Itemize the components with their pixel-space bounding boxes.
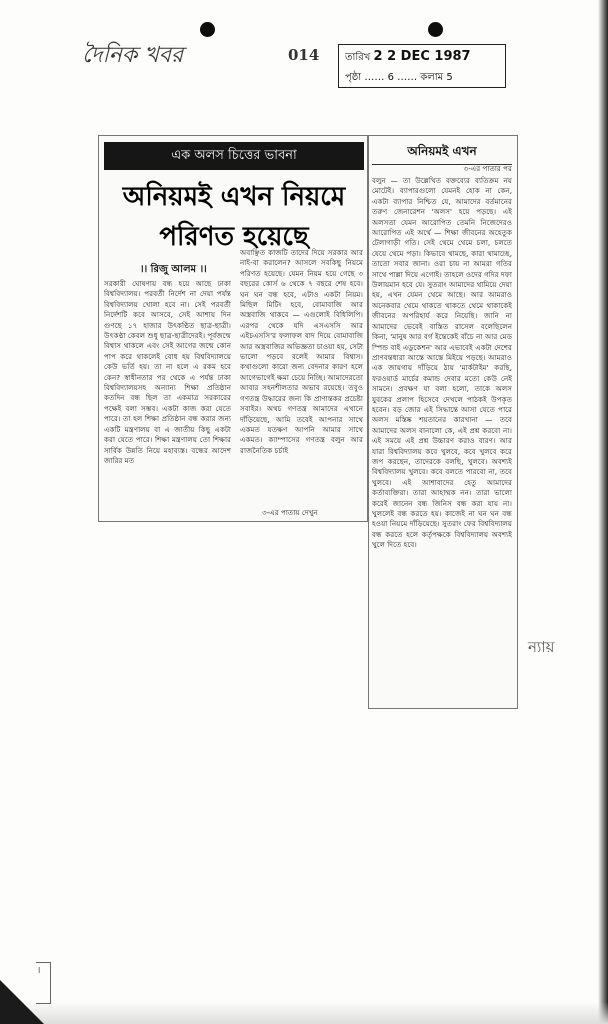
- stamp-date: 2 2 DEC 1987: [373, 49, 471, 64]
- stamp-date-label: তারিখ: [345, 52, 371, 63]
- continued-from-note: ৩-এর পাতার পর: [463, 164, 512, 173]
- article-body-right: অবাঞ্ছিত কাজটি তাদের দিয়ে সরকার আর নাই-বা করালেন? আসলে সবকিছু নিয়মে পরিণত হয়েছে। যেমন নিয়ম হয়ে গেছে ৩ বছরের কোর্স ৬ থেকে ৭ বছরে শেষ হবে। ঘন ঘন বন্ধ হবে, এটাও একটা নিয়ম। মিছিল মিটিং হবে, বোমাবাজি আর অস্ত্রবাজি থাকবে — এগুলোই বিধিলিপি। এরপর থেকে যদি এসএসসি আর এইচএসসি'র ফলাফল বাদ দিয়ে বোমাবাজি আর অস্ত্রবাজির অভিজ্ঞতা চাওয়া হয়, সেটা ভালো পড়বে বলেই আমার বিশ্বাস। কথাগুলো কারো জন্য বেদনার কারণ হলে আগেভাগেই ক্ষমা চেয়ে নিচ্ছি। আমাদেরতো আবার সহনশীলতার অভাব রয়েছে। তবুও গণতন্ত্র উদ্ধারের জন্য কি প্রাণান্তকর প্রচেষ্টা সবাইর। অথচ গণতন্ত্র আমাদের এখানে দাঁড়িয়েছে, আমি তবেই আপনার সাথে একমত যতক্ষণ আপনি আমার সাথে একমত। ক্যাম্পাসের গণতন্ত্র বলুন আর রাজনৈতিক চর্চাই: [240, 248, 363, 455]
- newspaper-name: দৈনিক খবর: [82, 43, 184, 68]
- byline: ।। রিজু আলম ।।: [140, 264, 207, 275]
- continuation-body: বলুন — তা উল্লেখিত বক্তব্যের ব্যতিক্রম নয় মোটেই। ব্যাপারগুলো যেমনই হোক না কেন, একটা ব্যাপার নিশ্চিত যে, আমাদের বর্তমানের তরুণ জেনারেশন 'অলস' হয়ে পড়ছে। এই অলসতা যেমন আরোপিত তেমনি নিজেদেরও আরোপিত এই অর্থে — শিক্ষা জীবনের অহেতুক টেলাগাড়ী গতি। সেই থেমে থেমে চলা, চলতে যেয়ে থেমে পড়া। কিভাবে থামছে, কারা থামাচ্ছে, তাতো সবার জানা। ওরা চায় না আমরা গতির সাথে পাল্লা দিয়ে এগোই। তাহলে ওদের গদির দফা উলায়মান হবে যে। সুতরাং আমাদের থামিয়ে দেয়া হয়, এখন যেমন থেমে আছে। আর আমরাও অনেকবার থেমে থাকতে থাকতে থেমে থাকাকেই জীবনের অপরিহার্য করে নিয়েছি। জানি না আমাদের ভেবেই বাস্তিত রাসেল বলেছিলেন কিনা, 'মানুষ আর বর্গ ইন্তেকেই বাঁচে না আর মেড স্পিন্ড বাই এডুকেশন' আর এভাবেই একটা দেশের প্রাণবন্তধারা আস্তে আস্তে মিইয়ে পড়ছে। আমরাও এক জায়গায় দাঁড়িয়ে ঠায় 'মার্কটাইম' করছি, ফরওয়ার্ড মার্চের কমান্ড দেবার মতো কেউ নেই সামনে। প্রবক্ষণ যা বলা হলো, তাকে অলস যুবকের প্রলাপ হিসেবে দেখলে পাঠকই উপকৃত হবেন। বড় জোর এই সিদ্ধান্তে আসা যেতে পারে অলস মস্তিষ্ক শয়তানের কারখানা — তবে আমাদের অলস বানালো কে, এই প্রশ্ন করবো না। এই সময়ে এই প্রশ্ন উচ্চারণ করাও বারণ। আর যারা বিশ্ববিদ্যালয় কবে খুলবে, কবে খুলবে করে জপ করছেন, তাদেরকে বলছি, খুলবে। অবশ্যই বিশ্ববিদ্যালয় খুলবে। কবে বলতে পারবো না, তবে খুলবে। এই আশাবাদের হেতু আমাদের কর্তাব্যক্তিরা। তারা আহাম্মক নন। তারা ভালো করেই জানেন বন্ধ জিনিস বন্ধ করা যায় না। খুললেই বন্ধ করতে হয়। কাজেই না ঘন ঘন বন্ধ হওয়া নিয়মে দাঁড়িয়েছে। সুতরাং ফের বিশ্ববিদ্যালয় বন্ধ করতে হলে কর্তৃপক্ষকে বিশ্ববিদ্যালয় অবশ্যই খুলে দিতে হবে।: [372, 176, 512, 550]
- page-bottom-shadow: [0, 1002, 608, 1024]
- continued-on-note: ৩-এর পাতায় দেখুন: [262, 508, 318, 517]
- headline-line-1: অনিয়মই এখন নিয়মে: [122, 182, 346, 212]
- stamp-column: 5: [446, 72, 453, 83]
- stamp-column-label: কলাম: [420, 72, 444, 83]
- headline-line-2: পরিণত হয়েছে: [159, 222, 309, 252]
- corner-mark: I: [38, 966, 41, 975]
- punch-hole-right: [428, 22, 443, 37]
- page-edge-shadow: [598, 0, 608, 1024]
- archive-stamp: তারিখ 2 2 DEC 1987 পৃষ্ঠা …… 6 …… কলাম 5: [338, 44, 506, 88]
- stamp-page-label: পৃষ্ঠা: [345, 72, 362, 83]
- margin-scribble: ন্যায়: [528, 638, 555, 656]
- continuation-heading: অনিয়মই এখন: [372, 138, 512, 165]
- article-body-left: সরকারী ঘোষণায় বন্ধ হয়ে আছে ঢাকা বিশ্ববিদ্যালয়। পরবর্তী নির্দেশ না দেয়া পর্যন্ত বিশ্ববিদ্যালয় খোলা হবে না। সেই পরবর্তী নির্দেশটি কবে আসবে, সেই আশায় দিন গুণছে ১৭ হাজার উৎকণ্ঠিত ছাত্র-ছাত্রী। উৎকণ্ঠা কেবল শুধু ছাত্র-ছাত্রীদেরই। পূর্বজন্মে বিশ্বাস থাকলে এবং সেই আগের জন্মে কোন পাপ করে থাকলেই বোধ হয় বিশ্ববিদ্যালয়ে কেউ ভর্তি হয়। তা না হলে এ রকম হবে কেন? স্বাধীনতার পর থেকে এ পর্যন্ত ঢাকা বিশ্ববিদ্যালয়সহ অন্যান্য শিক্ষা প্রতিষ্ঠান কতদিন বন্ধ ছিল তা একমাত্র সরকারের পক্ষেই বলা সম্ভব। একটা কাজ করা যেতে পারে। তা হল শিক্ষা প্রতিষ্ঠান বন্ধ করার জন্য একটি মন্ত্রণালয় বা এ জাতীয় কিছু একটা করা যেতে পারে। শিক্ষা মন্ত্রণালয় তো শিক্ষার সার্বিক উন্নতি নিয়ে মহাব্যস্ত। বন্ধের আদেশ জারির মত: [104, 279, 231, 465]
- archive-page-code: 014: [288, 46, 320, 64]
- column-banner: এক অলস চিত্তের ভাবনা: [104, 142, 364, 170]
- punch-hole-left: [200, 22, 215, 37]
- stamp-page: 6: [387, 72, 394, 83]
